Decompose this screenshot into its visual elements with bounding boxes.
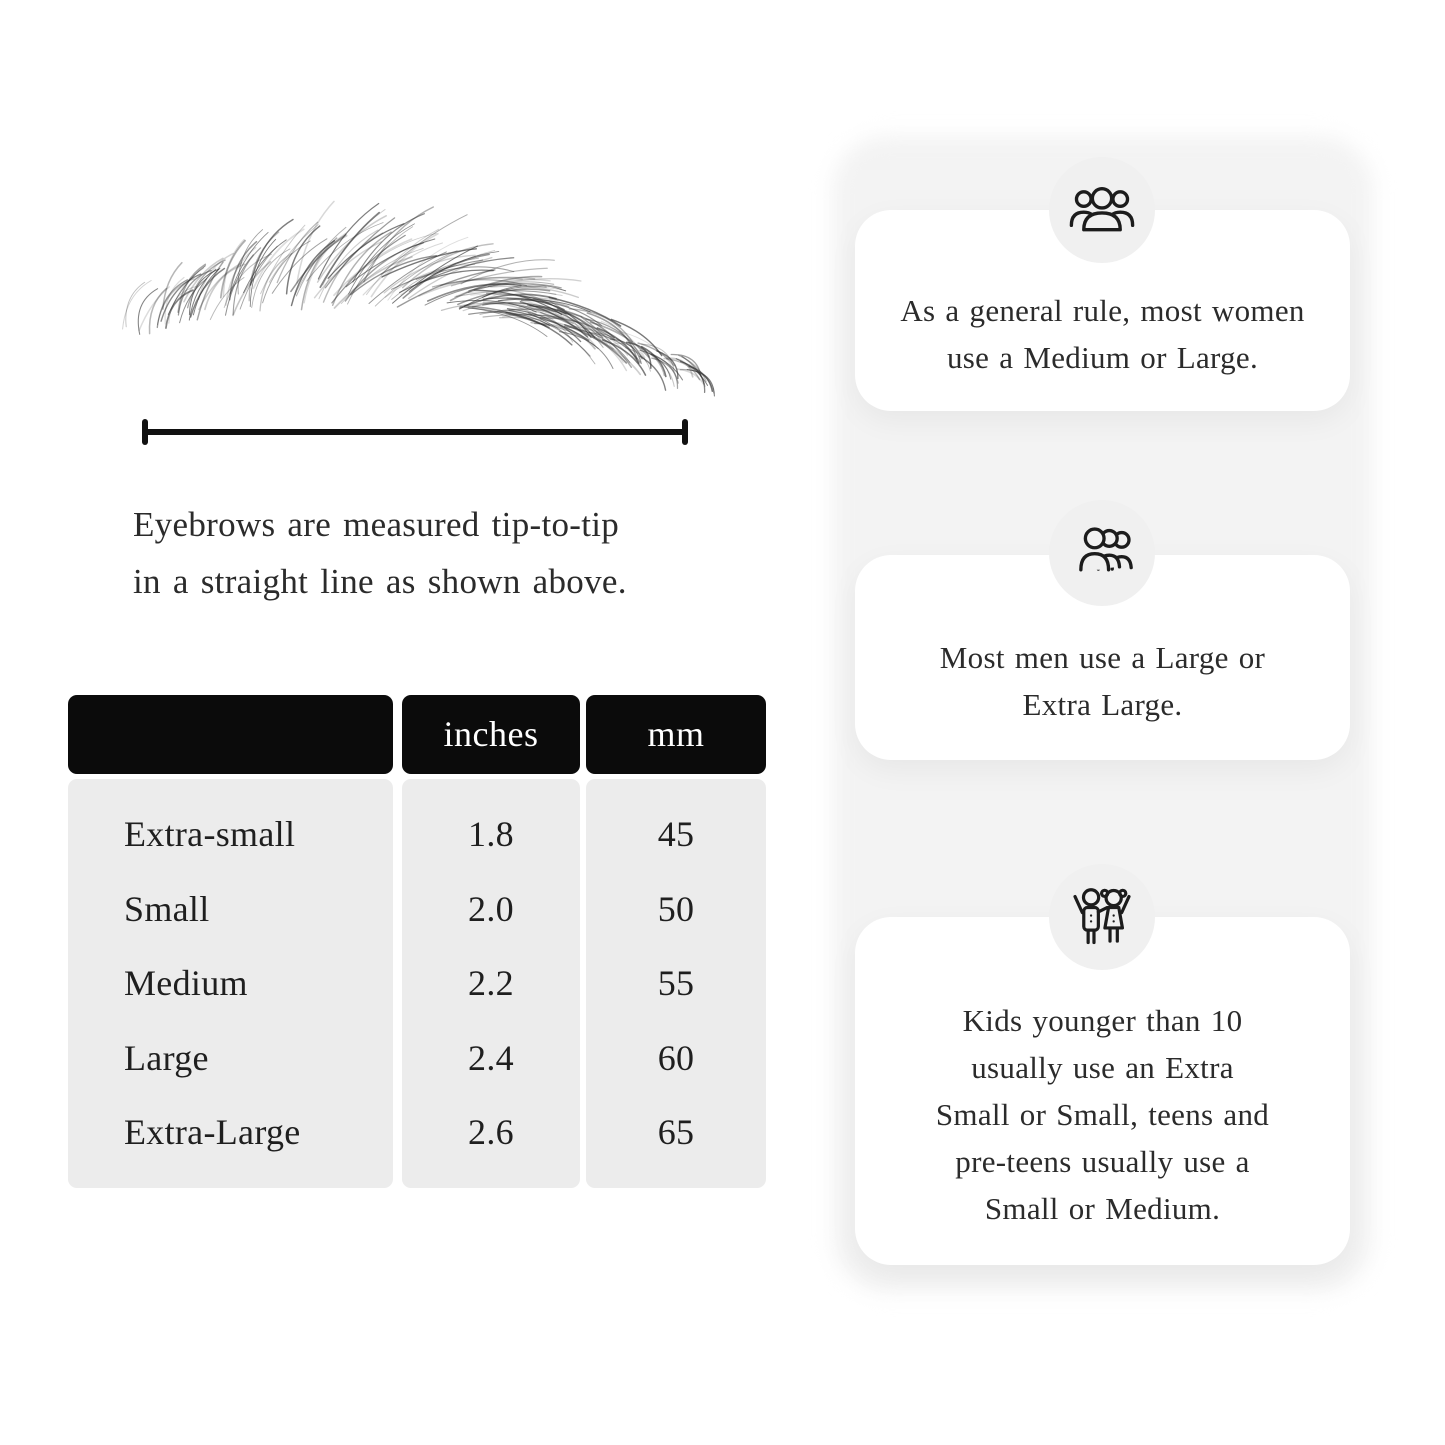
table-cell-inches: 1.8: [468, 814, 514, 854]
icon-circle: [1049, 157, 1155, 263]
size-table: [68, 695, 766, 1187]
table-cell-mm: 45: [657, 814, 695, 854]
table-cell-mm: 55: [657, 963, 695, 1003]
size-table-header-mm: mm: [586, 695, 766, 774]
table-row-label: Extra-small: [124, 814, 296, 854]
card-text-line: Small or Small, teens and: [935, 1096, 1270, 1132]
measurement-caption: [133, 496, 627, 610]
table-row-label: Large: [124, 1037, 209, 1078]
table-cell-mm: 50: [657, 888, 695, 929]
eyebrow-illustration: [115, 236, 693, 400]
caption-line-2: in a straight line as shown above.: [133, 562, 627, 601]
measurement-tick-right: [682, 419, 688, 445]
table-cell-mm: 60: [657, 1037, 695, 1078]
table-row-label: Extra-Large: [124, 1112, 301, 1152]
info-card-kids-text: [936, 997, 1269, 1232]
card-text-line: use a Medium or Large.: [946, 339, 1259, 375]
caption-line-1: Eyebrows are measured tip-to-tip: [133, 505, 620, 544]
measurement-line: [142, 419, 688, 445]
card-text-line: Most men use a Large or: [939, 639, 1266, 675]
table-cell-inches: 2.6: [468, 1112, 514, 1152]
size-table-column-labels: [68, 779, 393, 1188]
table-cell-mm: 65: [657, 1112, 695, 1152]
info-card-women-text: [900, 287, 1304, 381]
table-cell-inches: 2.2: [468, 963, 514, 1003]
card-text-line: Kids younger than 10: [962, 1002, 1243, 1038]
card-text-line: Extra Large.: [1022, 686, 1183, 722]
card-text-line: As a general rule, most women: [900, 292, 1305, 328]
icon-circle: [1049, 864, 1155, 970]
icon-circle: [1049, 500, 1155, 606]
card-text-line: usually use an Extra: [971, 1049, 1234, 1085]
table-row-label: Small: [124, 888, 210, 929]
eyebrow-hairs-svg: [115, 236, 693, 400]
size-table-column-inches: [402, 779, 580, 1188]
card-text-line: Small or Medium.: [984, 1190, 1221, 1226]
card-text-line: pre-teens usually use a: [955, 1143, 1250, 1179]
info-card-men-text: [940, 634, 1265, 728]
size-table-header-size: [68, 695, 393, 774]
kids-icon: [1067, 882, 1137, 952]
men-group-icon: [1067, 518, 1137, 588]
table-cell-inches: 2.4: [468, 1037, 514, 1078]
table-row-label: Medium: [124, 963, 248, 1003]
table-cell-inches: 2.0: [468, 888, 514, 929]
size-table-header-inches: inches: [402, 695, 580, 774]
women-group-icon: [1067, 175, 1137, 245]
measurement-bar: [144, 429, 686, 435]
size-table-column-mm: [586, 779, 766, 1188]
